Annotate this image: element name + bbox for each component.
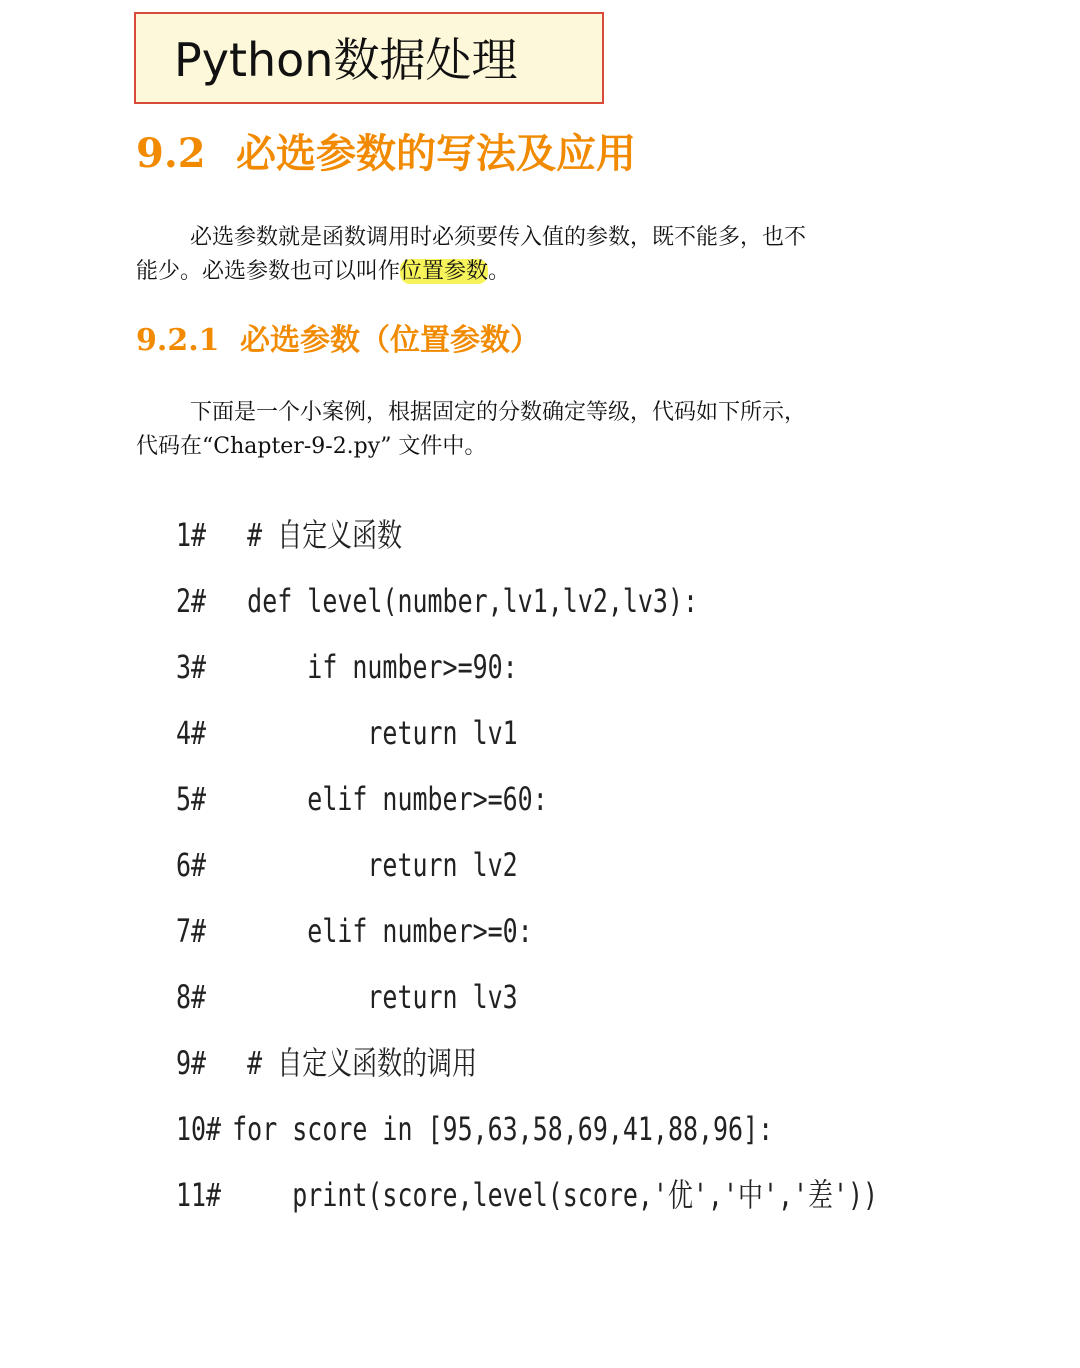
code-line-text: # 自定义函数 (232, 516, 403, 554)
code-line-number: 5# (176, 780, 207, 818)
code-line-text: return lv1 (232, 714, 518, 752)
header-title: Python数据处理 (174, 33, 518, 87)
code-line-number: 2# (176, 582, 207, 620)
header-title-box (134, 12, 604, 104)
intro-line-2-prefix: 能少。必选参数也可以叫作 (136, 259, 401, 284)
section-heading (136, 126, 636, 182)
code-line-text: def level(number,lv1,lv2,lv3): (232, 582, 699, 620)
intro-line-2-suffix: 。 (488, 259, 511, 284)
code-line (176, 964, 878, 1030)
code-line-text: if number>=90: (232, 648, 518, 686)
code-line-number: 6# (176, 846, 207, 884)
code-line (176, 898, 878, 964)
code-line (176, 1162, 878, 1228)
intro-line-1: 必选参数就是函数调用时必须要传入值的参数，既不能多，也不 (190, 225, 807, 250)
code-line (176, 700, 878, 766)
example-paragraph (136, 396, 948, 464)
code-line-text: elif number>=60: (232, 780, 548, 818)
code-line (176, 1030, 878, 1096)
subsection-title: 必选参数（位置参数） (240, 323, 540, 358)
code-line (176, 766, 878, 832)
subsection-heading (136, 320, 540, 362)
intro-paragraph (136, 221, 948, 289)
code-line-number: 10# (176, 1110, 222, 1148)
code-line-text: return lv3 (232, 978, 518, 1016)
code-line-number: 4# (176, 714, 207, 752)
section-title: 必选参数的写法及应用 (236, 130, 636, 177)
code-line-number: 8# (176, 978, 207, 1016)
code-line-number: 11# (176, 1176, 222, 1214)
code-line-text: return lv2 (232, 846, 518, 884)
code-line-number: 1# (176, 516, 207, 554)
code-line-number: 3# (176, 648, 207, 686)
code-line (176, 502, 878, 568)
code-line-text: for score in [95,63,58,69,41,88,96]: (232, 1110, 774, 1148)
code-line-number: 7# (176, 912, 207, 950)
code-line-text: print(score,level(score,'优','中','差')) (232, 1176, 879, 1214)
highlighted-term: 位置参数 (400, 259, 489, 284)
code-line (176, 568, 878, 634)
code-line (176, 1096, 878, 1162)
code-block (176, 502, 878, 1228)
code-line-text: elif number>=0: (232, 912, 533, 950)
code-line (176, 832, 878, 898)
code-line-text: # 自定义函数的调用 (232, 1044, 477, 1082)
code-line-number: 9# (176, 1044, 207, 1082)
subsection-number: 9.2.1 (136, 323, 220, 358)
code-line (176, 634, 878, 700)
example-line-1: 下面是一个小案例，根据固定的分数确定等级，代码如下所示， (190, 400, 807, 425)
section-number: 9.2 (136, 130, 206, 177)
intro-line-2 (136, 255, 948, 289)
example-line-2: 代码在“Chapter-9-2.py” 文件中。 (136, 434, 487, 459)
